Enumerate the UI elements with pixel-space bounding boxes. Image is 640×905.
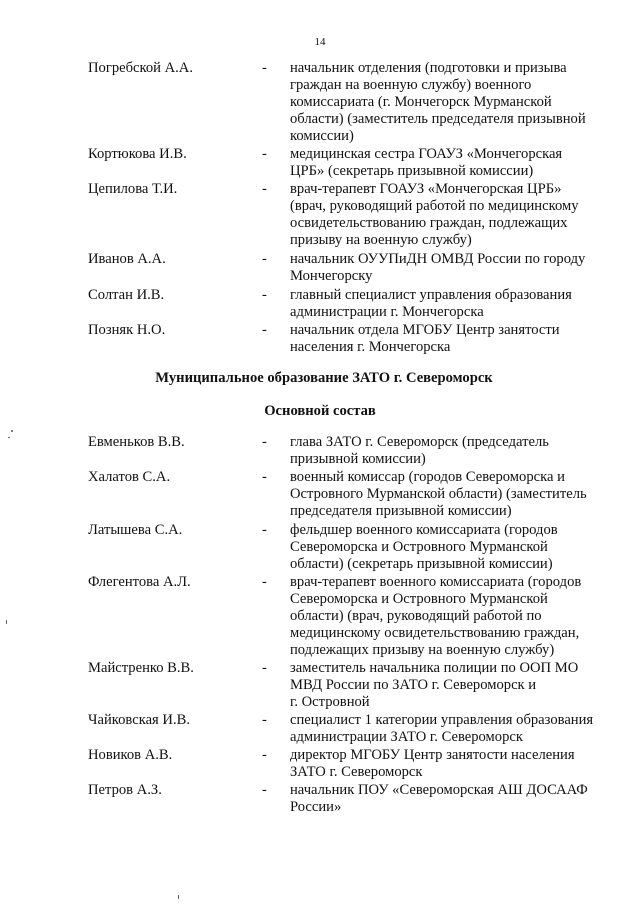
member-role-line: начальник отделения (подготовки и призыва [290,60,567,76]
member-role-line: МВД России по ЗАТО г. Североморск и [290,677,537,693]
member-role-line: области) (врач, руководящий работой по [290,608,542,624]
member-name: Флегентова А.Л. [88,574,191,590]
member-name: Солтан И.В. [88,287,165,303]
member-role-line: врач-терапевт военного комиссариата (городов [290,574,582,590]
member-dash: - [262,782,267,798]
member-name: Петров А.З. [88,782,162,798]
member-name: Латышева С.А. [88,522,183,538]
member-dash: - [262,747,267,763]
member-dash: - [262,251,267,267]
member-role-line: Островного Мурманской области) (заместитель [290,486,587,502]
member-role-line: Североморска и Островного Мурманской [290,591,548,607]
member-role-line: области) (заместитель председателя призывной [290,111,586,127]
member-name: Цепилова Т.И. [88,181,178,197]
member-role-line: директор МГОБУ Центр занятости населения [290,747,575,763]
member-dash: - [262,287,267,303]
member-role-line: медицинская сестра ГОАУЗ «Мончегорская [290,146,563,162]
member-role-line: подлежащих призыву на военную службу) [290,642,555,658]
section-title: Муниципальное образование ЗАТО г. Североморск [155,370,493,386]
member-dash: - [262,574,267,590]
member-role-line: области) (секретарь призывной комиссии) [290,556,553,572]
member-role-line: (врач, руководящий работой по медицинскому [290,198,579,214]
member-role-line: председателя призывной комиссии) [290,503,512,519]
page-number: 14 [314,36,326,48]
member-name: Евменьков В.В. [88,434,185,450]
member-role-line: заместитель начальника полиции по ООП МО [290,660,579,676]
member-role-line: начальник ОУУПиДН ОМВД России по городу [290,251,586,267]
member-name: Халатов С.А. [88,469,171,485]
member-role-line: комиссариата (г. Мончегорск Мурманской [290,94,552,110]
member-role-line: призыву на военную службу) [290,232,472,248]
member-role-line: администрации ЗАТО г. Североморск [290,729,523,745]
member-role-line: комиссии) [290,128,354,144]
member-role-line: главный специалист управления образования [290,287,572,303]
member-role-line: призывной комиссии) [290,451,426,467]
member-dash: - [262,522,267,538]
member-name: Майстренко В.В. [88,660,194,676]
member-name: Чайковская И.В. [88,712,190,728]
scan-speck [6,620,7,624]
scan-speck [178,895,179,899]
member-role-line: ЦРБ» (секретарь призывной комиссии) [290,163,534,179]
member-name: Позняк Н.О. [88,322,166,338]
scan-speck [8,437,10,438]
member-role-line: фельдшер военного комиссариата (городов [290,522,558,538]
member-role-line: начальник отдела МГОБУ Центр занятости [290,322,560,338]
member-dash: - [262,660,267,676]
member-role-line: специалист 1 категории управления образования [290,712,594,728]
member-dash: - [262,181,267,197]
member-role-line: ЗАТО г. Североморск [290,764,423,780]
member-dash: - [262,469,267,485]
member-dash: - [262,60,267,76]
member-name: Иванов А.А. [88,251,166,267]
member-role-line: освидетельствованию граждан, подлежащих [290,215,568,231]
member-name: Кортюкова И.В. [88,146,187,162]
member-role-line: Североморска и Островного Мурманской [290,539,548,555]
member-role-line: военный комиссар (городов Североморска и [290,469,565,485]
member-role-line: Мончегорску [290,268,373,284]
member-role-line: России» [290,799,342,815]
scan-speck [11,430,13,432]
member-role-line: глава ЗАТО г. Североморск (председатель [290,434,549,450]
member-dash: - [262,712,267,728]
member-role-line: граждан на военную службу) военного [290,77,532,93]
member-role-line: г. Островной [290,694,370,710]
member-dash: - [262,434,267,450]
member-role-line: населения г. Мончегорска [290,339,451,355]
member-role-line: медицинскому освидетельствованию граждан, [290,625,580,641]
member-role-line: врач-терапевт ГОАУЗ «Мончегорская ЦРБ» [290,181,562,197]
member-role-line: начальник ПОУ «Североморская АШ ДОСААФ [290,782,588,798]
member-dash: - [262,322,267,338]
member-name: Погребской А.А. [88,60,193,76]
member-name: Новиков А.В. [88,747,173,763]
subsection-title: Основной состав [264,403,376,419]
member-role-line: администрации г. Мончегорска [290,304,484,320]
member-dash: - [262,146,267,162]
